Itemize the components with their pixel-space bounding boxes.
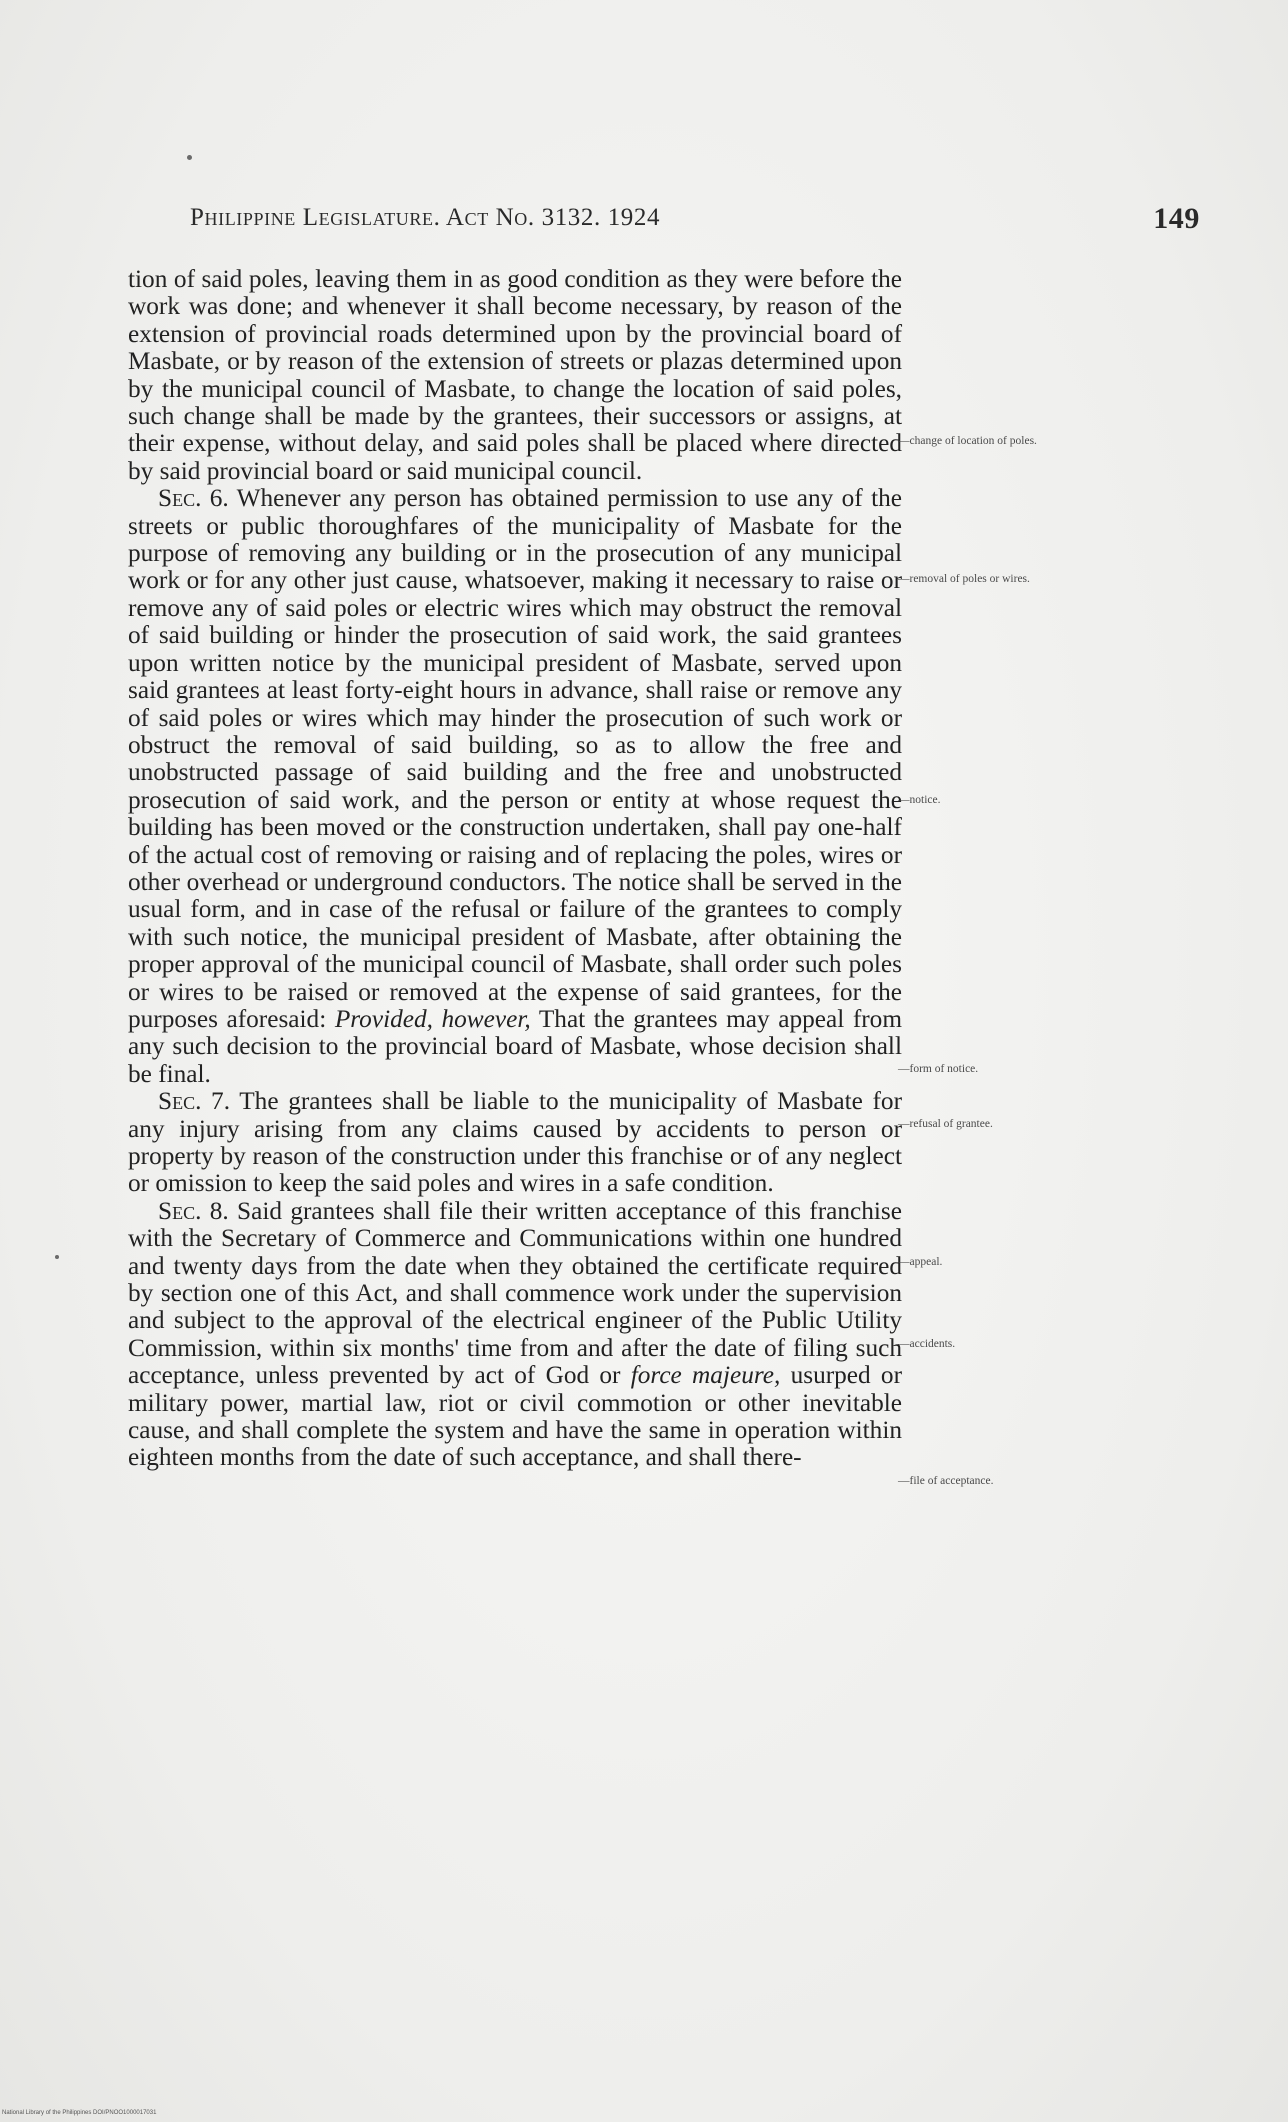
margin-note: —form of notice.: [898, 1063, 979, 1075]
section-text: Said grantees shall file their written acceptance of this franchise with the Secretary of Commerce and Communications within one hundred and twenty days from the date when they obtained the certificate required by section one of this Act, and shall commence work under the supervision and subject to the approval of the electrical engineer of the Public Utility Commission, within six months' time from and after the date of filing such acceptance, unless prevented by act of God or: [128, 1196, 902, 1390]
section-6-paragraph: [128, 485, 902, 1088]
scan-footer: National Library of the Philippines DOI/PNOO1000017031: [2, 2110, 157, 2116]
force-majeure-text: force majeure,: [630, 1361, 781, 1390]
section-text: The grantees shall be liable to the municipality of Masbate for any injury arising from any claims caused by accidents to person or property by reason of the construction under this franchise or of any neglect or omission to keep the said poles and wires in a safe condition.: [128, 1087, 902, 1198]
section-text: Whenever any person has obtained permission to use any of the streets or public thoroughfares of the municipality of Masbate for the purpose of removing any building or in the prosecution of any municipal work or for any other just cause, whatsoever, making it necessary to raise or remove any of said poles or electric wires which may obstruct the removal of said building or hinder the prosecution of said work, the said grantees upon written notice by the municipal president of Masbate, served upon said grantees at least forty-eight hours in advance, shall raise or remove any of said poles or wires which may hinder the prosecution of such work or obstruct the removal of said building, so as to allow the free and unobstructed passage of said building and the free and unobstructed prosecution of said work, and the person or entity at whose request the building has been moved or the construction undertaken, shall pay one-half of the actual cost of removing or raising and of replacing the poles, wires or other overhead or underground conductors. The notice shall be served in the usual form, and in case of the refusal or failure of the grantees to comply with such notice, the municipal president of Masbate, after obtaining the proper approval of the municipal council of Masbate, shall order such poles or wires to be raised or removed at the expense of said grantees, for the purposes aforesaid:: [128, 484, 902, 1033]
margin-note: —refusal of grantee.: [898, 1118, 993, 1130]
paragraph-continuation: tion of said poles, leaving them in as good condition as they were before the work was done; and whenever it shall become necessary, by reason of the extension of provincial roads determined upon by the provincial board of Masbate, or by reason of the extension of streets or plazas determined upon by the municipal council of Masbate, to change the location of said poles, such change shall be made by the grantees, their successors or assigns, at their expense, without delay, and said poles shall be placed where directed by said provincial board or said municipal council.: [128, 265, 902, 485]
margin-note: —notice.: [898, 794, 941, 806]
section-7-paragraph: [128, 1088, 902, 1198]
margin-note: —appeal.: [898, 1256, 943, 1268]
section-8-paragraph: [128, 1198, 902, 1472]
speck-mark: [187, 155, 192, 160]
section-label: Sec. 6.: [158, 484, 229, 513]
section-label: Sec. 8.: [158, 1196, 229, 1225]
margin-note: —accidents.: [898, 1338, 956, 1350]
running-header: [190, 204, 1200, 244]
page-number: 149: [1153, 202, 1200, 235]
margin-note: —removal of poles or wires.: [898, 573, 1030, 585]
proviso-text: Provided, however,: [334, 1004, 531, 1033]
header-title: Philippine Legislature. Act No. 3132. 1924: [190, 204, 661, 231]
section-label: Sec. 7.: [158, 1087, 231, 1116]
margin-note: —change of location of poles.: [898, 435, 1037, 447]
section-text: usurped or military power, martial law, riot or civil commotion or other inevitable cause, and shall complete the system and have the same in operation within eighteen months from the date of such acceptance, and shall there-: [128, 1361, 902, 1472]
section-text: That the grantees may appeal from any such decision to the provincial board of Masbate, whose decision shall be final.: [128, 1004, 902, 1088]
margin-note: —file of acceptance.: [898, 1475, 994, 1487]
speck-mark: [55, 1255, 59, 1259]
body-text: [128, 266, 902, 1472]
